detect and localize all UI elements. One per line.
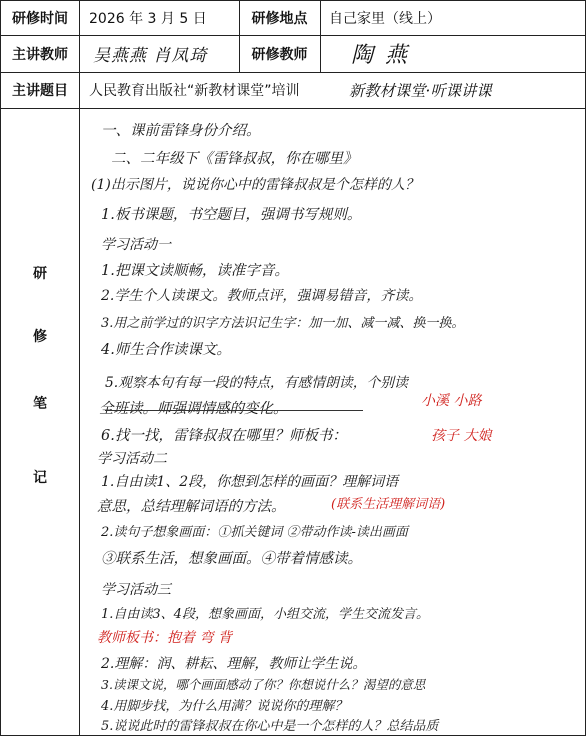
red-annotation-method: (联系生活理解词语) [331,497,446,512]
side-label-char: 研 [33,266,47,282]
trainee-signature: 陶燕 [351,43,420,68]
time-value: 2026 年 3 月 5 日 [89,11,207,27]
note-line: 学习活动一 [101,237,171,253]
col-divider [320,1,321,72]
note-line: 学习活动三 [101,582,171,598]
note-line: 3.读课文说，哪个画面感动了你？你想说什么？渴望的意思 [101,677,426,692]
note-line: 4.师生合作读课文。 [101,342,231,358]
side-label-char: 记 [33,470,47,486]
red-annotation-board: 孩子 大娘 [431,428,492,444]
note-line: 4.用脚步找，为什么用满？说说你的理解？ [101,699,348,714]
note-line: 二、二年级下《雷锋叔叔，你在哪里》 [111,151,358,167]
note-line: 一、课前雷锋身份介绍。 [101,123,261,139]
note-line: 1.板书课题，书空题目，强调书写规则。 [101,207,362,223]
row-divider [1,108,585,109]
note-line: 3.用之前学过的识字方法识记生字：加一加、减一减、换一换。 [101,316,465,331]
underline-mark [105,410,363,411]
note-line: 6.找一找，雷锋叔叔在哪里？师板书： [101,428,347,444]
red-annotation-blackboard: 教师板书：抱着 弯 背 [97,630,232,646]
side-label-char: 修 [33,329,47,345]
note-line: (1)出示图片，说说你心中的雷锋叔叔是个怎样的人？ [91,177,419,193]
note-line: 5.说说此时的雷锋叔叔在你心中是一个怎样的人？总结品质 [101,719,439,734]
side-label-char: 笔 [33,396,47,412]
teacher-label: 主讲教师 [12,46,68,63]
note-line: 意思，总结理解词语的方法。 [97,499,286,515]
trainee-label: 研修教师 [251,46,308,63]
note-line: 2.学生个人读课文。教师点评，强调易错音，齐读。 [101,288,423,304]
place-label: 研修地点 [251,11,308,27]
note-line: 2.理解：润、耕耘、理解，教师让学生说。 [101,656,367,672]
time-label: 研修时间 [12,11,68,27]
topic-handwritten: 新教材课堂·听课讲课 [349,82,492,100]
note-line: 1.自由读3、4段，想象画面，小组交流，学生交流发言。 [101,607,429,622]
note-line: 5.观察本句有每一段的特点，有感情朗读，个别读 [105,375,408,391]
note-line: 1.把课文读顺畅，读准字音。 [101,263,289,279]
note-line: 全班读。师强调情感的变化。 [99,401,288,417]
note-line: 学习活动二 [97,451,167,467]
col-divider [79,1,80,736]
topic-label: 主讲题目 [12,83,68,99]
note-line: 2.读句子想象画面：①抓关键词 ②带动作读-读出画面 [101,525,408,540]
topic-value: 人民教育出版社“新教材课堂”培训 [89,83,300,99]
teacher-signature: 吴燕燕 肖凤琦 [93,46,208,66]
note-line: 1.自由读1、2段，你想到怎样的画面？理解词语 [101,474,399,490]
red-annotation-road: 小溪 小路 [421,393,482,409]
place-value: 自己家里（线上） [329,11,441,27]
note-line: ③联系生活，想象画面。④带着情感读。 [101,551,362,567]
